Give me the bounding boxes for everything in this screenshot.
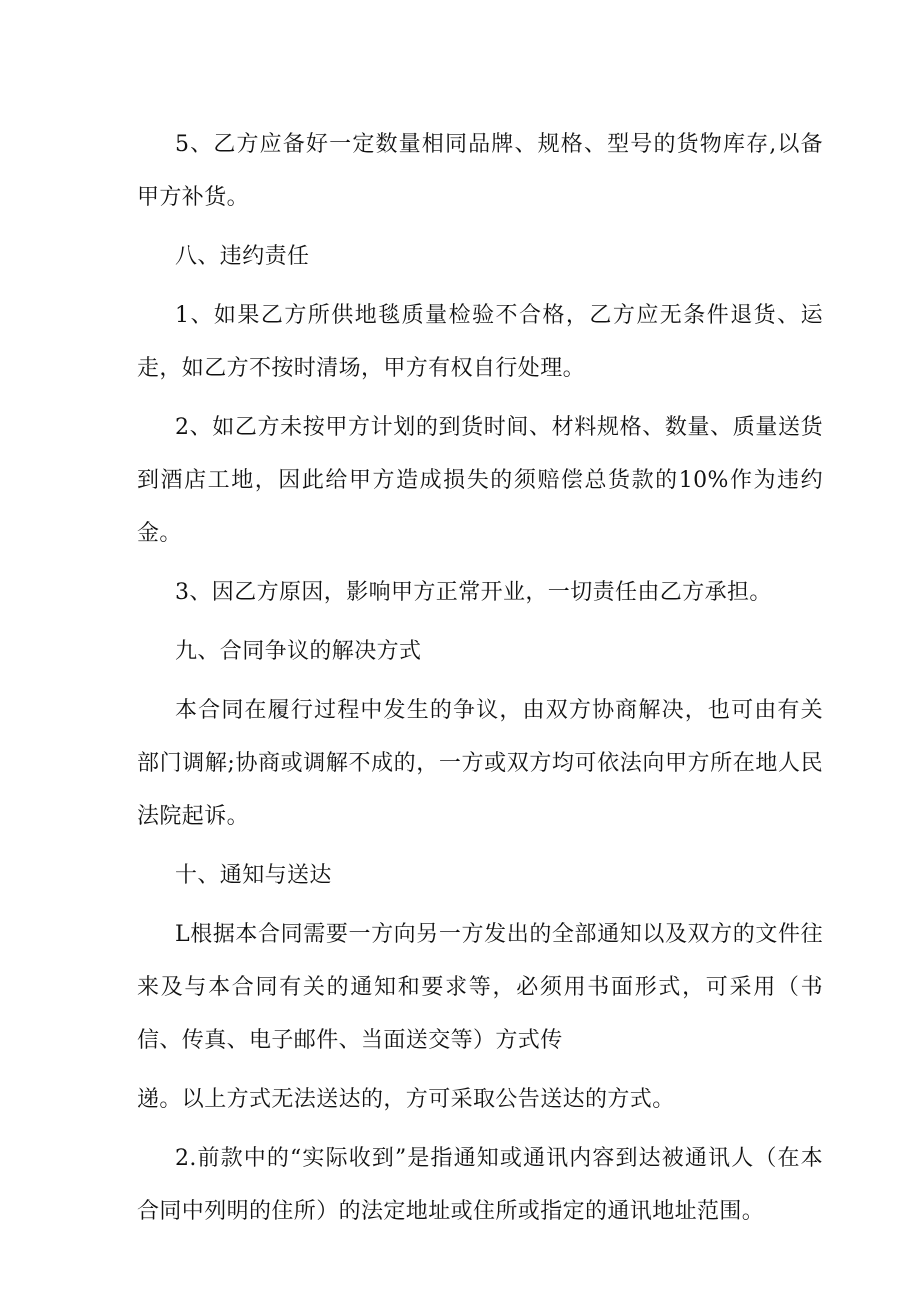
clause-8-2-paragraph: 2、如乙方未按甲方计划的到货时间、材料规格、数量、质量送货到酒店工地，因此给甲方造成损失的须赔偿总货款的10%作为违约金。	[137, 415, 823, 546]
clause-8-1-paragraph: 1、如果乙方所供地毯质量检验不合格，乙方应无条件退货、运走，如乙方不按时清场，甲方有权自行处理。	[137, 303, 823, 381]
clause-10-1-paragraph: L根据本合同需要一方向另一方发出的全部通知以及双方的文件往来及与本合同有关的通知和要求等，必须用书面形式，可采用（书信、传真、电子邮件、当面送交等）方式传	[137, 922, 823, 1053]
clause-9-paragraph: 本合同在履行过程中发生的争议，由双方协商解决，也可由有关部门调解;协商或调解不成的，一方或双方均可依法向甲方所在地人民法院起诉。	[137, 698, 823, 829]
clause-7-5-paragraph: 5、乙方应备好一定数量相同品牌、规格、型号的货物库存,以备甲方补货。	[137, 132, 823, 210]
clause-8-3-paragraph: 3、因乙方原因，影响甲方正常开业，一切责任由乙方承担。	[175, 580, 772, 605]
section-9-heading: 九、合同争议的解决方式	[175, 639, 422, 664]
clause-10-2-paragraph: 2.前款中的“实际收到”是指通知或通讯内容到达被通讯人（在本合同中列明的住所）的法定地址或住所或指定的通讯地址范围。	[137, 1146, 823, 1224]
clause-10-1-continuation: 递。以上方式无法送达的，方可采取公告送达的方式。	[137, 1087, 675, 1112]
section-10-heading: 十、通知与送达	[175, 863, 332, 888]
document-body	[137, 118, 823, 1238]
section-8-heading: 八、违约责任	[175, 244, 310, 269]
